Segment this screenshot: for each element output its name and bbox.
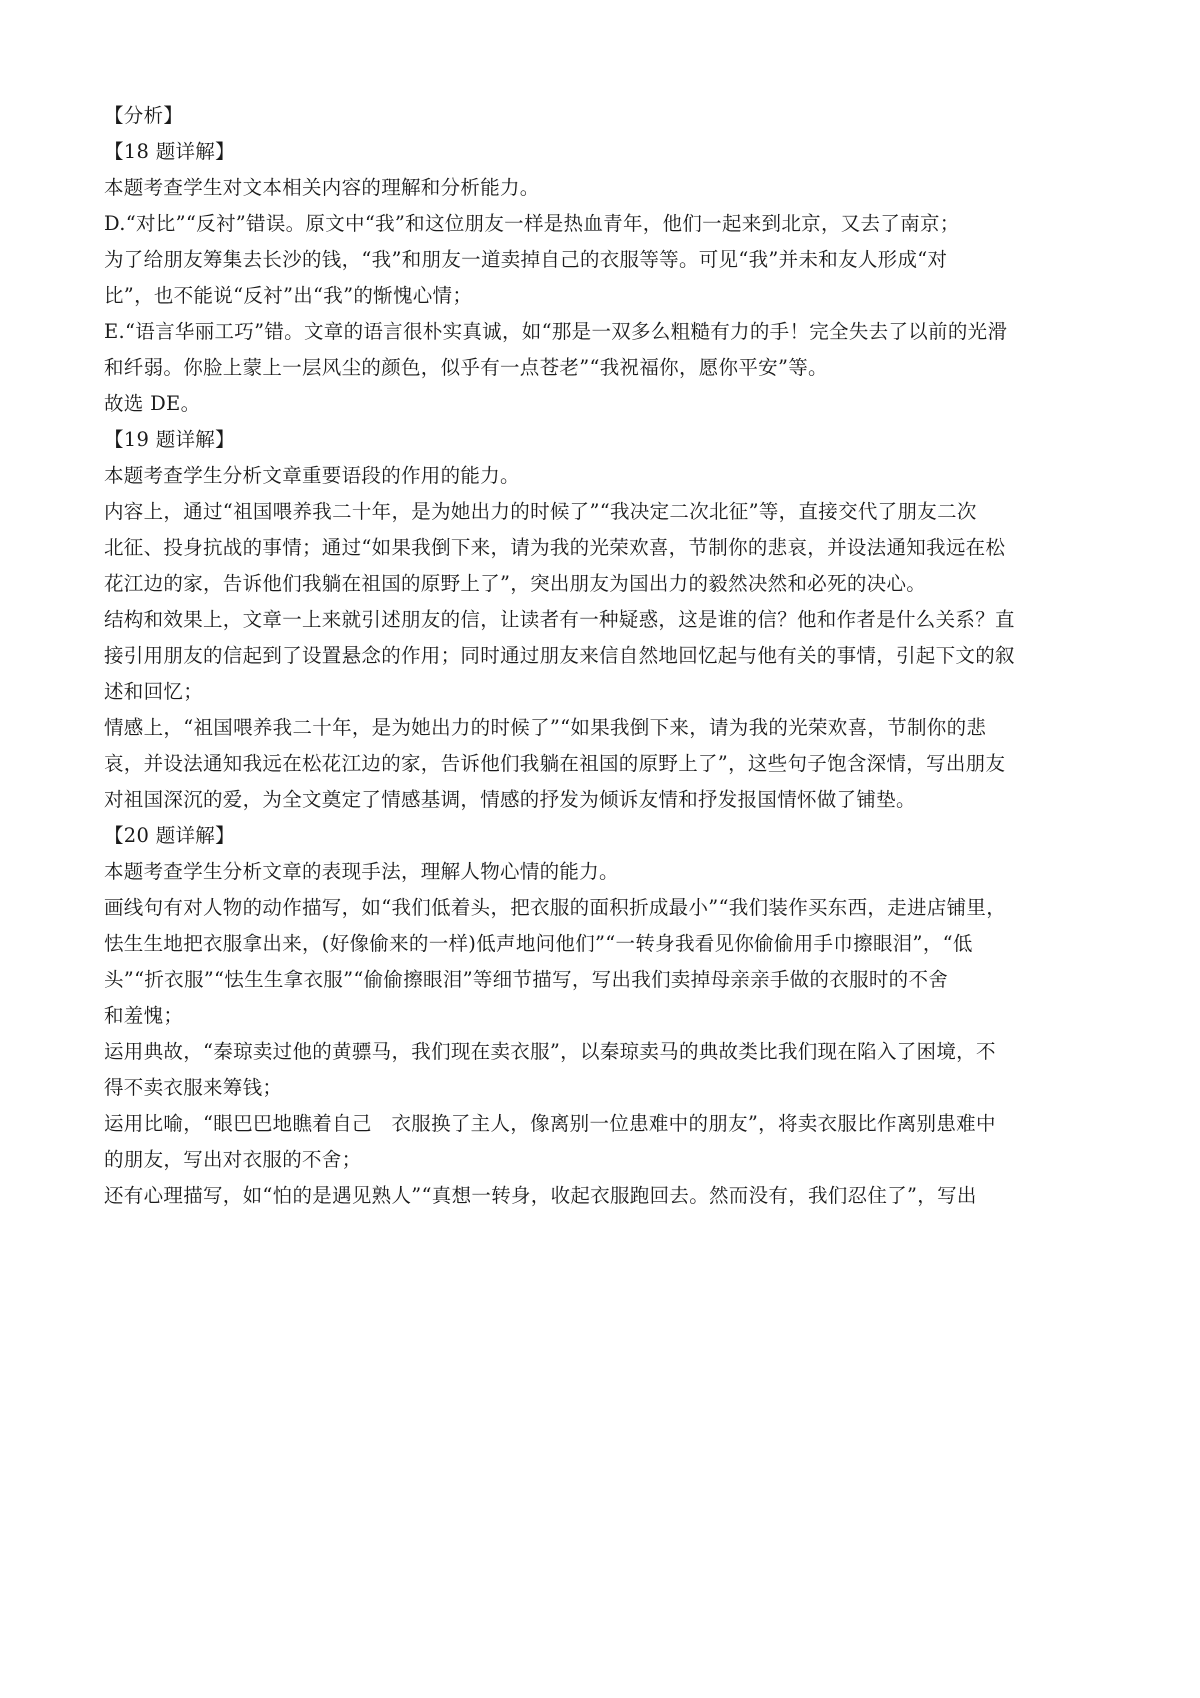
q18-option-d-line: 为了给朋友筹集去长沙的钱，“我”和朋友一道卖掉自己的衣服等等。可见“我”并未和友人形成“对 xyxy=(104,248,948,271)
q18-option-d-line: D.“对比”“反衬”错误。原文中“我”和这位朋友一样是热血青年，他们一起来到北京，又去了南京； xyxy=(104,212,960,235)
q20-action-line: 画线句有对人物的动作描写，如“我们低着头，把衣服的面积折成最小”“我们装作买东西，走进店铺里， xyxy=(104,896,1007,919)
heading-q20: 【20 题详解】 xyxy=(104,824,235,847)
q20-action-line: 和羞愧； xyxy=(104,1004,184,1027)
q19-content-line: 北征、投身抗战的事情；通过“如果我倒下来，请为我的光荣欢喜，节制你的悲哀，并设法通知我远在松 xyxy=(104,536,1006,559)
q18-answer: 故选 DE。 xyxy=(104,392,201,415)
q19-content-line: 花江边的家，告诉他们我躺在祖国的原野上了”，突出朋友为国出力的毅然决然和必死的决心。 xyxy=(104,572,927,595)
q18-option-e-line: E.“语言华丽工巧”错。文章的语言很朴实真诚，如“那是一双多么粗糙有力的手！完全失去了以前的光滑 xyxy=(104,320,1008,343)
q20-action-line: 怯生生地把衣服拿出来，(好像偷来的一样)低声地问他们”“一转身我看见你偷偷用手巾擦眼泪”，“低 xyxy=(104,932,973,955)
q19-content-line: 内容上，通过“祖国喂养我二十年，是为她出力的时候了”“我决定二次北征”等，直接交代了朋友二次 xyxy=(104,500,977,523)
heading-q18: 【18 题详解】 xyxy=(104,140,235,163)
q19-intro: 本题考查学生分析文章重要语段的作用的能力。 xyxy=(104,464,520,487)
q19-emotion-line: 哀，并设法通知我远在松花江边的家，告诉他们我躺在祖国的原野上了”，这些句子饱含深情，写出朋友 xyxy=(104,752,1006,775)
q18-intro: 本题考查学生对文本相关内容的理解和分析能力。 xyxy=(104,176,540,199)
q19-emotion-line: 对祖国深沉的爱，为全文奠定了情感基调，情感的抒发为倾诉友情和抒发报国情怀做了铺垫。 xyxy=(104,788,916,811)
q19-structure-line: 述和回忆； xyxy=(104,680,204,703)
q19-structure-line: 结构和效果上，文章一上来就引述朋友的信，让读者有一种疑惑，这是谁的信？他和作者是什么关系？直 xyxy=(104,608,1015,631)
q20-metaphor-line: 运用比喻，“眼巴巴地瞧着自己 衣服换了主人，像离别一位患难中的朋友”，将卖衣服比作离别患难中 xyxy=(104,1112,996,1135)
q19-emotion-line: 情感上，“祖国喂养我二十年，是为她出力的时候了”“如果我倒下来，请为我的光荣欢喜，节制你的悲 xyxy=(104,716,987,739)
q20-allusion-line: 运用典故，“秦琼卖过他的黄骠马，我们现在卖衣服”，以秦琼卖马的典故类比我们现在陷入了困境，不 xyxy=(104,1040,996,1063)
answer-analysis-body xyxy=(104,98,1094,1214)
q18-option-d-line: 比”，也不能说“反衬”出“我”的惭愧心情； xyxy=(104,284,473,307)
q20-allusion-line: 得不卖衣服来筹钱； xyxy=(104,1076,283,1099)
q20-psych-line: 还有心理描写，如“怕的是遇见熟人”“真想一转身，收起衣服跑回去。然而没有，我们忍住了”，写出 xyxy=(104,1184,977,1207)
heading-analysis: 【分析】 xyxy=(104,104,184,127)
q20-metaphor-line: 的朋友，写出对衣服的不舍； xyxy=(104,1148,362,1171)
q18-option-e-line: 和纤弱。你脸上蒙上一层风尘的颜色，似乎有一点苍老”“我祝福你，愿你平安”等。 xyxy=(104,356,828,379)
q20-action-line: 头”“折衣服”“怯生生拿衣服”“偷偷擦眼泪”等细节描写，写出我们卖掉母亲亲手做的衣服时的不舍 xyxy=(104,968,949,991)
q20-intro: 本题考查学生分析文章的表现手法，理解人物心情的能力。 xyxy=(104,860,619,883)
heading-q19: 【19 题详解】 xyxy=(104,428,235,451)
q19-structure-line: 接引用朋友的信起到了设置悬念的作用；同时通过朋友来信自然地回忆起与他有关的事情，引起下文的叙 xyxy=(104,644,1015,667)
